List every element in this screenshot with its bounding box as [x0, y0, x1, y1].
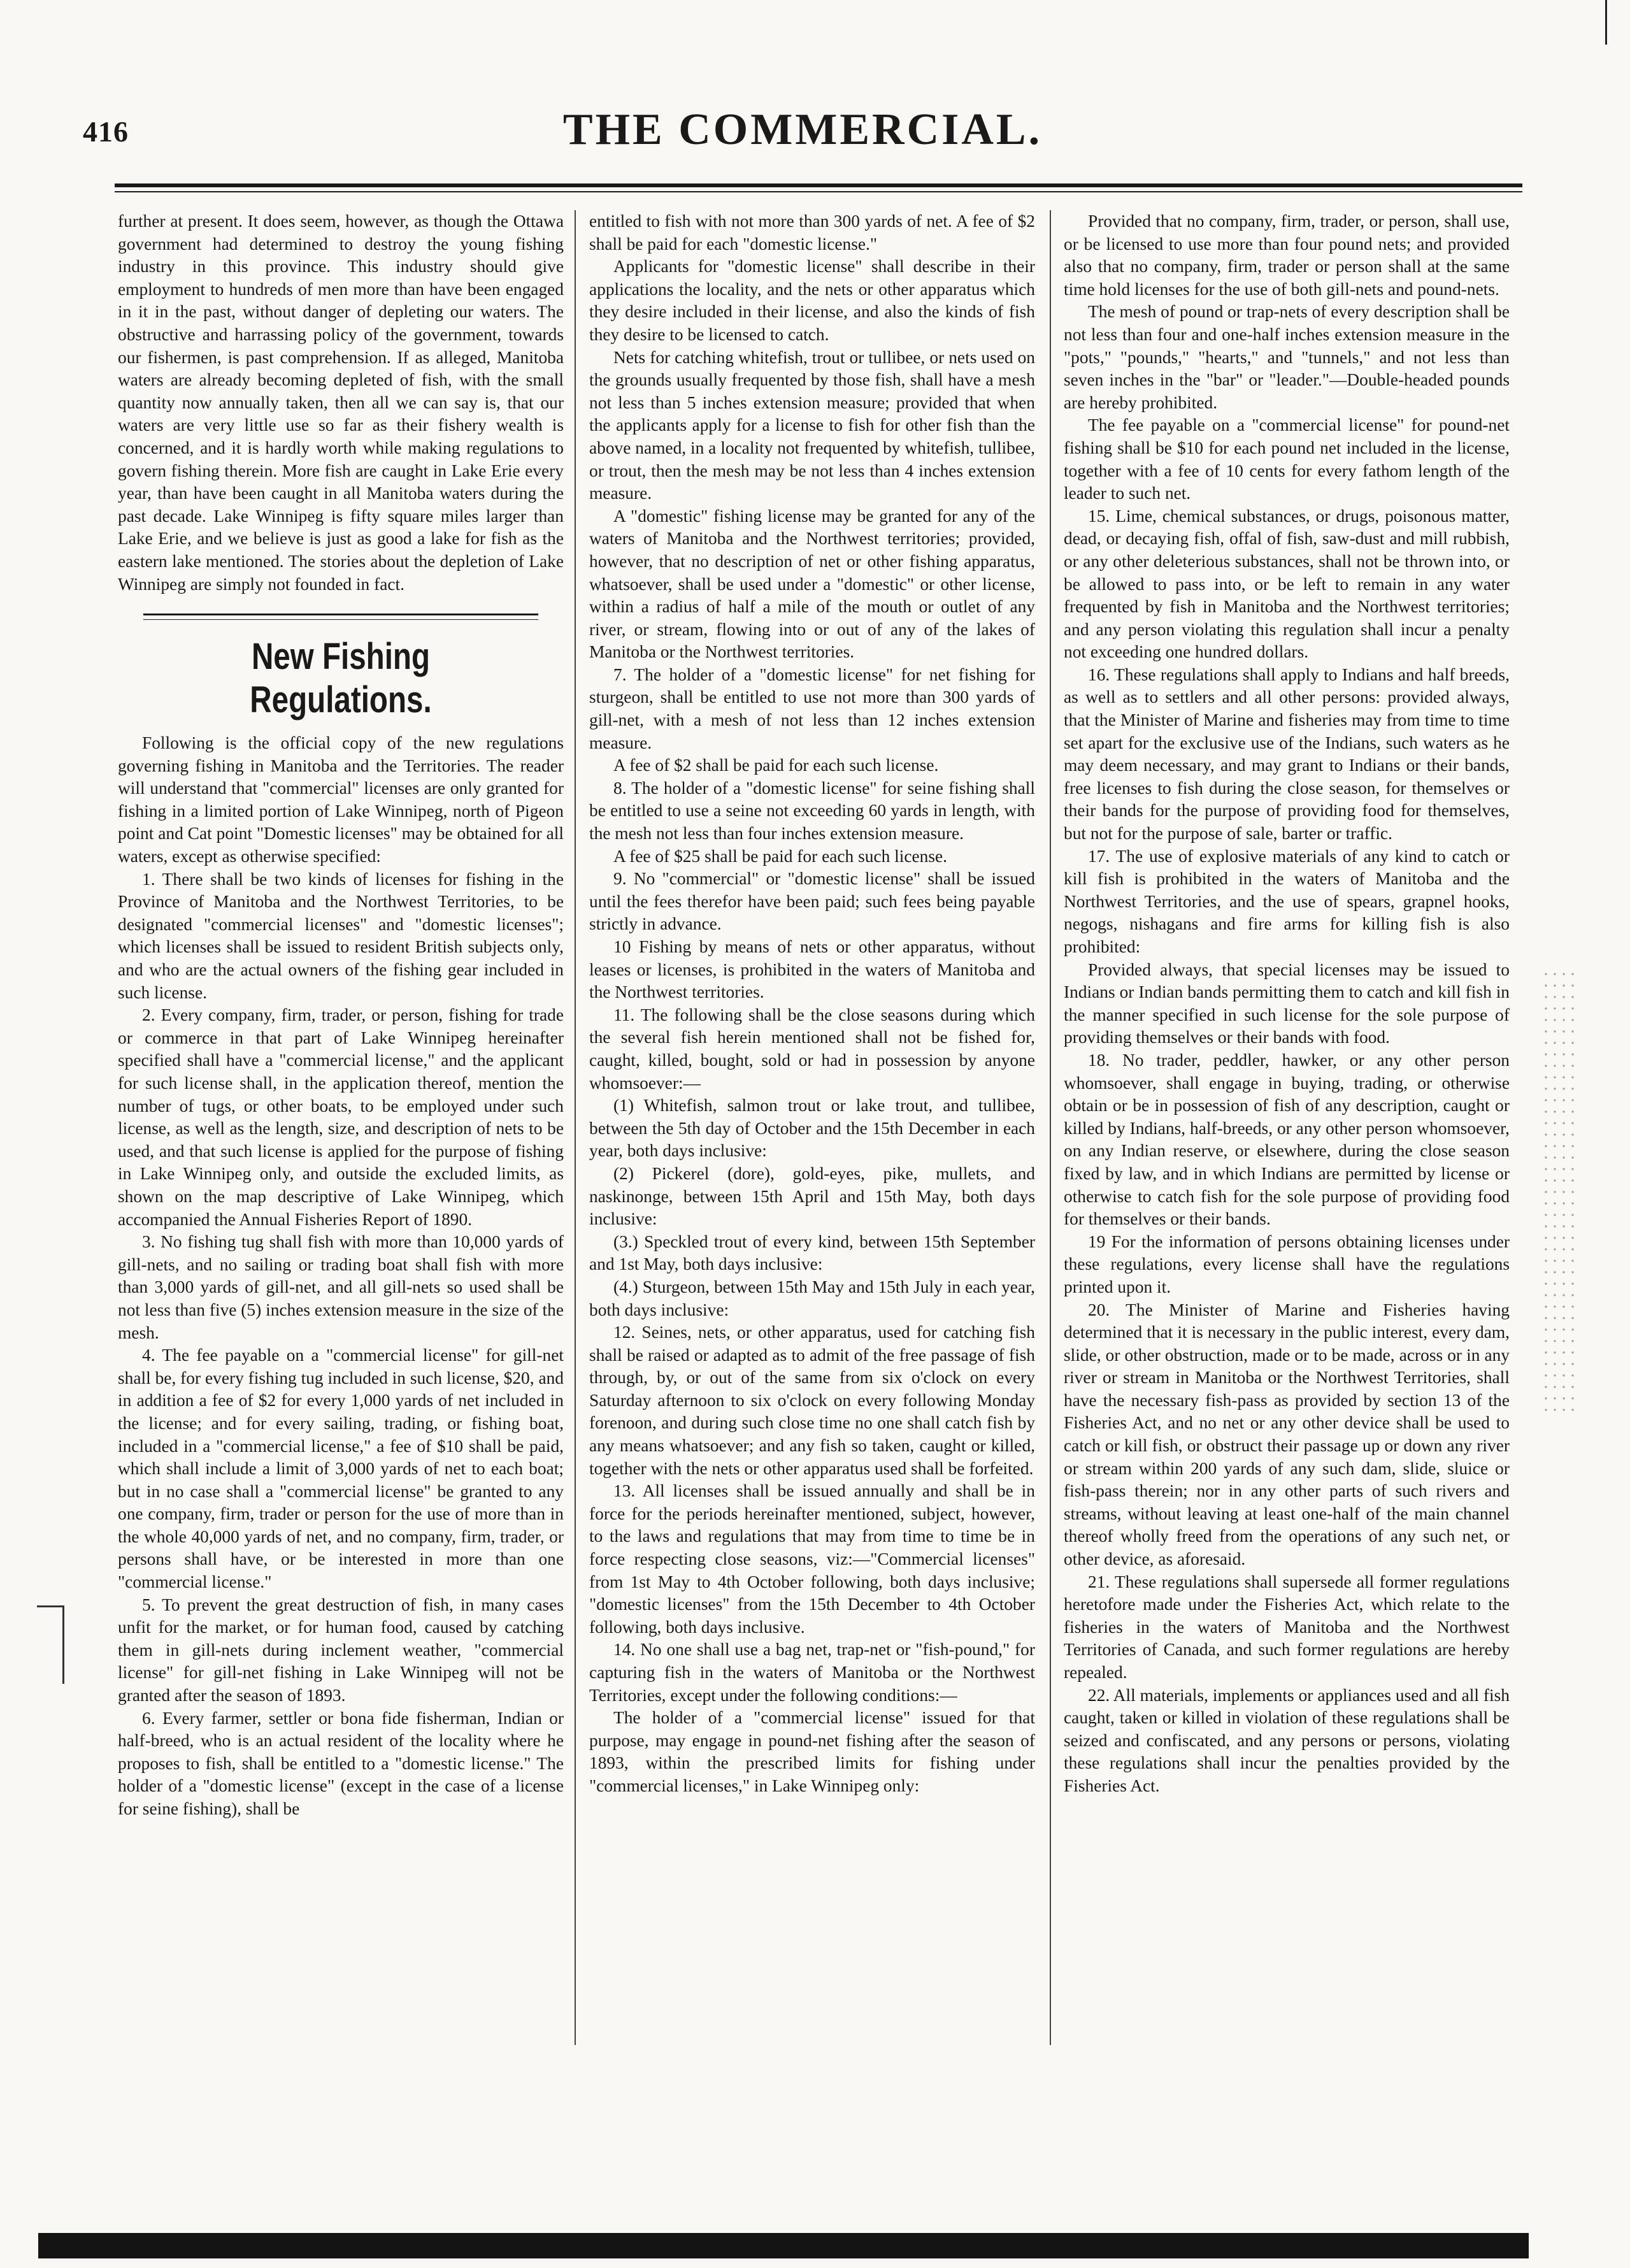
regulation-paragraph: 19 For the information of persons obtaining licenses under these regulations, every license shall have the regulations printed upon it.: [1064, 1231, 1510, 1296]
regulation-paragraph: (4.) Sturgeon, between 15th May and 15th July in each year, both days inclusive:: [589, 1277, 1035, 1319]
section-divider: [143, 614, 538, 615]
regulation-paragraph: (3.) Speckled trout of every kind, between 15th September and 1st May, both days inclusive:: [589, 1231, 1035, 1274]
header-rule-thin: [115, 191, 1522, 192]
regulation-paragraph: 14. No one shall use a bag net, trap-net or "fish-pound," for capturing fish in the waters of Manitoba or the Northwest Territories, except under the following conditions:—: [589, 1640, 1035, 1705]
article-headline: New Fishing Regulations.: [250, 636, 432, 721]
regulation-paragraph: 1. There shall be two kinds of licenses for fishing in the Province of Manitoba and the Northwest Territories, to be designated "commercial licenses" and "domestic licenses"; which licenses shall be issued to resident British subjects only, and who are the actual owners of the fishing gear included in such license.: [118, 869, 564, 1002]
article-paragraph: Following is the official copy of the new regulations governing fishing in Manitoba and the Territories. The reader will understand that "commercial" licenses are only granted for fishing in a limited portion of Lake Winnipeg, north of Pigeon point and Cat point "Domestic licenses" may be obtained for all waters, except as otherwise specified:: [118, 733, 564, 866]
regulation-paragraph: A "domestic" fishing license may be granted for any of the waters of Manitoba and the Northwest territories; provided, however, that no description of net or other fishing apparatus, whatsoever, shall be used under a "domestic" or other license, within a radius of half a mile of the mouth or outlet of any river, or stream, flowing into or out of any of the lakes of Manitoba or the Northwest territories.: [589, 506, 1035, 662]
column-1: [118, 210, 564, 2096]
regulation-paragraph: 8. The holder of a "domestic license" for seine fishing shall be entitled to use a seine not exceeding 60 yards in length, with the mesh not less than four inches extension measure.: [589, 778, 1035, 843]
regulation-paragraph: 15. Lime, chemical substances, or drugs, poisonous matter, dead, or decaying fish, offal of fish, saw-dust and mill rubbish, or any other deleterious substances, shall not be thrown into, or be allowed to pass into, or be left to remain in any water frequented by fish in Manitoba and the Northwest territories; and any person violating this regulation shall incur a penalty not exceeding one hundred dollars.: [1064, 506, 1510, 662]
regulation-paragraph: 7. The holder of a "domestic license" for net fishing for sturgeon, shall be entitled to use not more than 300 yards of gill-net, with a mesh of not less than 12 inches extension measure.: [589, 664, 1035, 752]
regulation-paragraph: 18. No trader, peddler, hawker, or any other person whomsoever, shall engage in buying, trading, or otherwise obtain or be in possession of fish of any description, caught or killed by Indians, half-breeds, or any other person whomsoever, on any Indian reserve, or elsewhere, during the close season fixed by law, and in which Indians are permitted by license or otherwise to catch fish for the sole purpose of providing food for themselves or their bands.: [1064, 1050, 1510, 1229]
regulation-paragraph: 3. No fishing tug shall fish with more than 10,000 yards of gill-nets, and no sailing or trading boat shall fish with more than 3,000 yards of gill-net, and all gill-nets so used shall be not less than five (5) inches extension measure in the size of the mesh.: [118, 1232, 564, 1342]
regulation-paragraph: 17. The use of explosive materials of any kind to catch or kill fish is prohibited in the waters of Manitoba and the Northwest Territories, and the use of spears, grapnel hooks, negogs, nishagans and fire arms for killing fish is also prohibited:: [1064, 846, 1510, 956]
regulation-paragraph: 20. The Minister of Marine and Fisheries having determined that it is necessary in the public interest, every dam, slide, or other obstruction, made or to be made, across or in any river or stream in Manitoba or the Northwest Territories, shall have the necessary fish-pass as provided by section 13 of the Fisheries Act, and no net or any other device shall be used to catch or kill fish, or obstruct their passage up or down any river or stream within 200 yards of any such dam, slide, sluice or fish-pass therein; nor in any other parts of such rivers and streams, without leaving at least one-half of the main channel thereof wholly freed from the operations of any such net, or other device, as aforesaid.: [1064, 1300, 1510, 1569]
corner-rule: [1605, 0, 1607, 45]
paper-title: THE COMMERCIAL.: [562, 105, 1043, 154]
regulation-paragraph: Nets for catching whitefish, trout or tullibee, or nets used on the grounds usually frequented by those fish, shall have a mesh not less than 5 inches extension measure; provided that when the applicants apply for a license to fish for other fish than the above named, in a locality not frequented by whitefish, tullibee, or trout, then the mesh may be not less than 4 inches extension measure.: [589, 347, 1035, 503]
regulation-paragraph: 12. Seines, nets, or other apparatus, used for catching fish shall be raised or adapted as to admit of the free passage of fish through, by, or out of the same from six o'clock on every Saturday afternoon to six o'clock on every following Monday forenoon, and during such close time no one shall catch fish by any means whatsoever; and any fish so taken, caught or killed, together with the nets or other apparatus used shall be forfeited.: [589, 1323, 1035, 1478]
scan-noise: [1541, 968, 1580, 1414]
header-rule-thick: [115, 183, 1522, 187]
masthead: [83, 96, 1522, 166]
regulation-paragraph: Provided always, that special licenses may be issued to Indians or Indian bands permitting them to catch and kill fish in the manner specified in such license for the sole purpose of providing themselves or their bands with food.: [1064, 959, 1510, 1047]
regulation-paragraph: Provided that no company, firm, trader, or person, shall use, or be licensed to use more than four pound nets; and provided also that no company, firm, trader or person shall at the same time hold licenses for the use of both gill-nets and pound-nets.: [1064, 212, 1510, 299]
margin-bracket-mark: [37, 1605, 64, 1684]
regulation-paragraph: The mesh of pound or trap-nets of every description shall be not less than four and one-half inches extension measure in the "pots," "pounds," "hearts," and "tunnels," and not less than seven inches in the "bar" or "leader."—Double-headed pounds are hereby prohibited.: [1064, 302, 1510, 412]
regulation-paragraph: The holder of a "commercial license" issued for that purpose, may engage in pound-net fishing after the season of 1893, within the prescribed limits for fishing under "commercial licenses," in Lake Winnipeg only:: [589, 1708, 1035, 1795]
regulation-paragraph: A fee of $2 shall be paid for each such license.: [613, 756, 939, 775]
article-paragraph: further at present. It does seem, however, as though the Ottawa government had determined to destroy the young fishing industry in this province. This industry should give employment to hundreds of men more than have been engaged in it in the past, without danger of depleting our waters. The obstructive and harrassing policy of the government, towards our fishermen, is past comprehension. If as alleged, Manitoba waters are already becoming depleted of fish, with the small quantity now annually taken, then all we can say is, that our waters are very little use so far as their fishery wealth is concerned, and it is hardly worth while making regulations to govern fishing therein. More fish are caught in Lake Erie every year, than have been caught in all Manitoba waters during the past decade. Lake Winnipeg is fifty square miles larger than Lake Erie, and we believe is just as good a lake for fish as the eastern lake mentioned. The stories about the depletion of Lake Winnipeg are simply not founded in fact.: [118, 212, 564, 594]
section-divider: [143, 619, 538, 620]
regulation-paragraph: The fee payable on a "commercial license" for pound-net fishing shall be $10 for each pound net included in the license, together with a fee of 10 cents for every fathom length of the leader to such net.: [1064, 415, 1510, 503]
regulation-paragraph: 13. All licenses shall be issued annually and shall be in force for the periods hereinafter mentioned, subject, however, to the laws and regulations that may from time to time be in force respecting close seasons, viz:—"Commercial licenses" from 1st May to 4th October following, both days inclusive; "domestic licenses" from the 15th December to 4th October following, both days inclusive.: [589, 1481, 1035, 1637]
column-3: [1064, 210, 1510, 2096]
regulation-paragraph: 22. All materials, implements or appliances used and all fish caught, taken or killed in violation of these regulations shall be seized and confiscated, and any persons or persons, violating these regulations shall incur the penalties provided by the Fisheries Act.: [1064, 1685, 1510, 1795]
regulation-paragraph: 4. The fee payable on a "commercial license" for gill-net shall be, for every fishing tug included in such license, $20, and in addition a fee of $2 for every 1,000 yards of net included in the license; and for every sailing, trading, or fishing boat, included in a "commercial license," a fee of $10 shall be paid, which shall include a limit of 3,000 yards of net to each boat; but in no case shall a "commercial license" be granted to any one company, firm, trader or person for the use of more than in the whole 40,000 yards of net, and no company, firm, trader, or persons shall have, or be interested in more than one "commercial license.": [118, 1346, 564, 1592]
regulation-paragraph: 16. These regulations shall apply to Indians and half breeds, as well as to settlers and all other persons: provided always, that the Minister of Marine and fisheries may from time to time set apart for the exclusive use of the Indians, such waters as he may deem necessary, and may grant to Indians or their bands, free licenses to fish during the close season, for themselves or their bands for the purpose of providing food for themselves, but not for the purpose of sale, barter or traffic.: [1064, 664, 1510, 843]
regulation-paragraph: (2) Pickerel (dore), gold-eyes, pike, mullets, and naskinonge, between 15th April and 15th May, both days inclusive:: [589, 1163, 1035, 1229]
regulation-paragraph: 10 Fishing by means of nets or other apparatus, without leases or licenses, is prohibited in the waters of Manitoba and the Northwest territories.: [589, 937, 1035, 1002]
scan-edge-bar: [38, 2233, 1529, 2258]
column-divider: [1050, 210, 1051, 2045]
regulation-paragraph: 21. These regulations shall supersede all former regulations heretofore made under the Fisheries Act, which relate to the fisheries in the waters of Manitoba and the Northwest Territories of Canada, and such former regulations are hereby repealed.: [1064, 1572, 1510, 1682]
regulation-paragraph: entitled to fish with not more than 300 yards of net. A fee of $2 shall be paid for each "domestic license.": [589, 212, 1035, 254]
regulation-paragraph: 9. No "commercial" or "domestic license" shall be issued until the fees therefor have been paid; such fees being payable strictly in advance.: [589, 869, 1035, 934]
regulation-paragraph: 11. The following shall be the close seasons during which the several fish herein mentioned shall not be fished for, caught, killed, bought, sold or had in possession by anyone whomsoever:—: [589, 1005, 1035, 1093]
regulation-paragraph: 2. Every company, firm, trader, or person, fishing for trade or commerce in that part of Lake Winnipeg hereinafter specified shall have a "commercial license," and the applicant for such license shall, in the application thereof, mention the number of tugs, or other boats, to be employed under such license, as well as the length, size, and description of nets to be used, and that such license is applied for the purpose of fishing in Lake Winnipeg only, and outside the excluded limits, as shown on the map descriptive of Lake Winnipeg, which accompanied the Annual Fisheries Report of 1890.: [118, 1005, 564, 1229]
regulation-paragraph: Applicants for "domestic license" shall describe in their applications the locality, and the nets or other apparatus which they desire included in their license, and also the kinds of fish they desire to be licensed to catch.: [589, 257, 1035, 344]
column-2: [589, 210, 1035, 2096]
regulation-paragraph: (1) Whitefish, salmon trout or lake trout, and tullibee, between the 5th day of October and the 15th December in each year, both days inclusive:: [589, 1096, 1035, 1161]
regulation-paragraph: 6. Every farmer, settler or bona fide fisherman, Indian or half-breed, who is an actual resident of the locality where he proposes to fish, shall be entitled to a "domestic license." The holder of a "domestic license" (except in the case of a license for seine fishing), shall be: [118, 1708, 564, 1818]
regulation-paragraph: A fee of $25 shall be paid for each such license.: [613, 846, 948, 866]
column-divider: [575, 210, 576, 2045]
page-number: 416: [83, 115, 129, 148]
regulation-paragraph: 5. To prevent the great destruction of fish, in many cases unfit for the market, or for human food, caused by catching them in gill-nets during inclement weather, "commercial license" for gill-net fishing in Lake Winnipeg will not be granted after the season of 1893.: [118, 1595, 564, 1705]
